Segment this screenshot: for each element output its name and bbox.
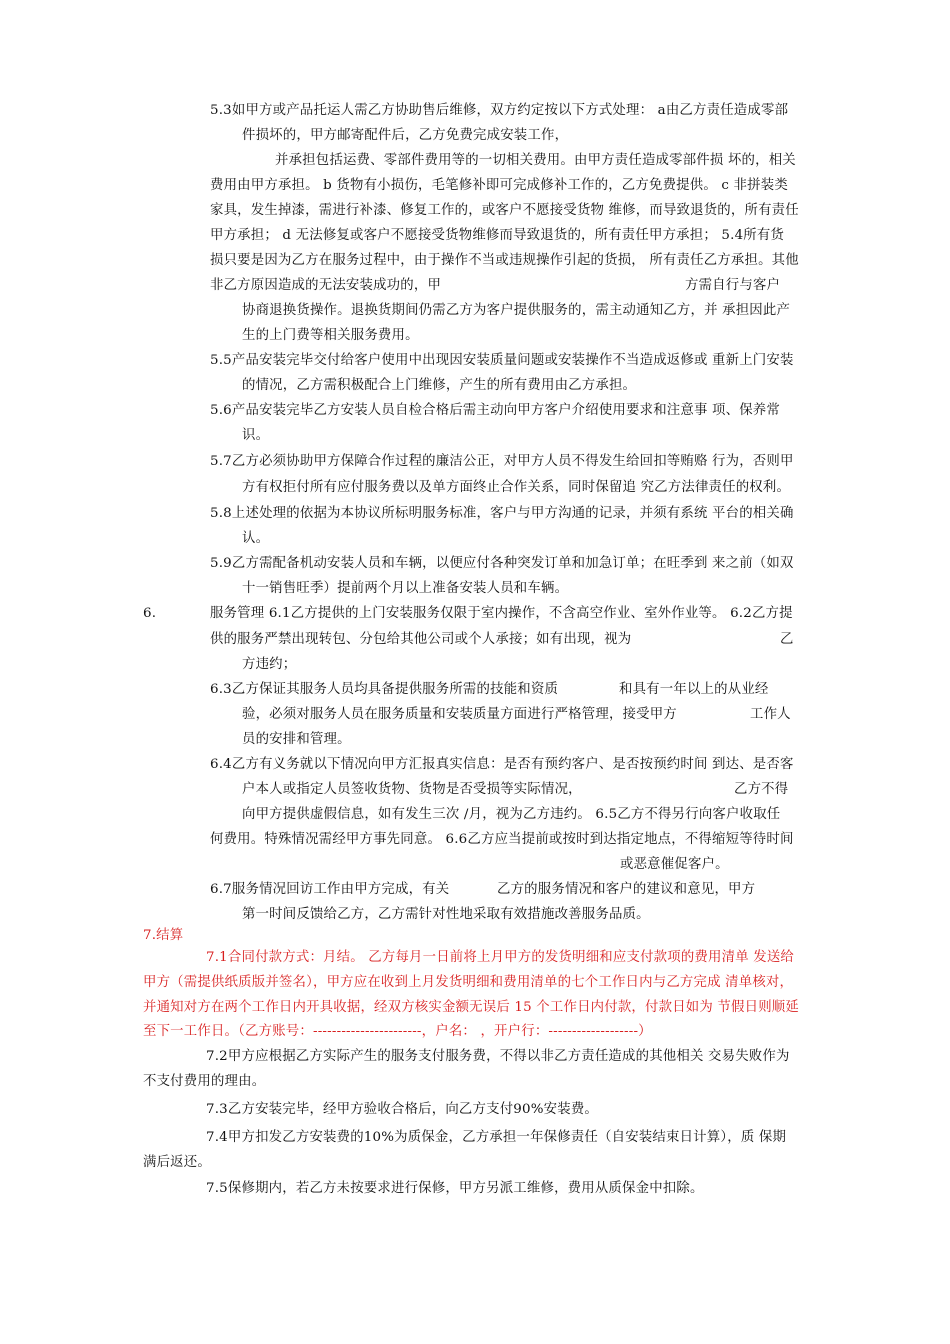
text-line: 和具有一年以上的从业经 bbox=[619, 682, 769, 697]
text-line: 家具，发生掉漆，需进行补漆、修复工作的，或客户不愿接受货物 维修，而导致退货的，所有责任 bbox=[210, 203, 799, 218]
text-line: 生的上门费等相关服务费用。 bbox=[242, 328, 419, 343]
text-line: 不支付费用的理由。 bbox=[143, 1074, 266, 1089]
text-line: 费用由甲方承担。 b 货物有小损伤，毛笔修补即可完成修补工作的，乙方免费提供。 c 非拼装类 bbox=[210, 178, 788, 193]
text-line: 员的安排和管理。 bbox=[242, 732, 351, 747]
text-line: 6.3乙方保证其服务人员均具备提供服务所需的技能和资质 bbox=[210, 682, 559, 697]
text-line: 乙方不得 bbox=[734, 782, 789, 797]
text-line: 并承担包括运费、零部件费用等的一切相关费用。由甲方责任造成零部件损 坏的，相关 bbox=[275, 153, 796, 168]
text-line: 验，必须对服务人员在服务质量和安装质量方面进行严格管理，接受甲方 bbox=[242, 707, 677, 722]
text-line: 件损坏的，甲方邮寄配件后，乙方免费完成安装工作， bbox=[242, 128, 569, 143]
text-line: 方违约； bbox=[242, 657, 297, 672]
text-line: 服务管理 6.1乙方提供的上门安装服务仅限于室内操作，不含高空作业、室外作业等。 6.2乙方提 bbox=[210, 606, 793, 621]
text-line: 满后返还。 bbox=[143, 1155, 211, 1170]
text-line: 7.5保修期内，若乙方未按要求进行保修，甲方另派工维修，费用从质保金中扣除。 bbox=[206, 1181, 704, 1196]
text-line: 乙 bbox=[780, 632, 794, 647]
text-line: 工作人 bbox=[750, 707, 791, 722]
text-line: 的情况，乙方需积极配合上门维修，产生的所有费用由乙方承担。 bbox=[242, 378, 637, 393]
text-line: 协商退换货操作。退换货期间仍需乙方为客户提供服务的，需主动通知乙方，并 承担因此产 bbox=[242, 303, 791, 318]
text-line: 户本人或指定人员签收货物、货物是否受损等实际情况， bbox=[242, 782, 582, 797]
section-heading: 7.结算 bbox=[143, 928, 184, 943]
text-line: 5.5产品安装完毕交付给客户使用中出现因安装质量问题或安装操作不当造成返修或 重新上门安装 bbox=[210, 353, 794, 368]
text-line: 第一时间反馈给乙方，乙方需针对性地采取有效措施改善服务品质。 bbox=[242, 907, 650, 922]
text-line: 认。 bbox=[242, 531, 270, 546]
text-line: 或恶意催促客户。 bbox=[620, 857, 729, 872]
text-line: 6.4乙方有义务就以下情况向甲方汇报真实信息：是否有预约客户、是否按预约时间 到达、是否客 bbox=[210, 757, 794, 772]
text-line: 7.1合同付款方式：月结。 乙方每月一日前将上月甲方的发货明细和应支付款项的费用清单 发送给 bbox=[206, 950, 795, 965]
text-line: 5.7乙方必须协助甲方保障合作过程的廉洁公正，对甲方人员不得发生给回扣等贿赂 行为，否则甲 bbox=[210, 454, 794, 469]
text-line: 7.3乙方安装完毕，经甲方验收合格后，向乙方支付90%安装费。 bbox=[206, 1102, 599, 1117]
text-line: 5.6产品安装完毕乙方安装人员自检合格后需主动向甲方客户介绍使用要求和注意事 项、保养常 bbox=[210, 403, 780, 418]
text-line: 方有权拒付所有应付服务费以及单方面终止合作关系，同时保留追 究乙方法律责任的权利。 bbox=[242, 480, 791, 495]
text-line: 5.9乙方需配备机动安装人员和车辆，以便应付各种突发订单和加急订单；在旺季到 来之前（如双 bbox=[210, 556, 794, 571]
text-line: 方需自行与客户 bbox=[685, 278, 781, 293]
text-line: 6.7服务情况回访工作由甲方完成，有关 bbox=[210, 882, 450, 897]
text-line: 何费用。特殊情况需经甲方事先同意。 6.6乙方应当提前或按时到达指定地点，不得缩短等待时间 bbox=[210, 832, 794, 847]
text-line: 损只要是因为乙方在服务过程中，由于操作不当或违规操作引起的货损， 所有责任乙方承担。其他 bbox=[210, 253, 799, 268]
text-line: 乙方的服务情况和客户的建议和意见，甲方 bbox=[497, 882, 756, 897]
text-line: 7.4甲方扣发乙方安装费的10%为质保金，乙方承担一年保修责任（自安装结束日计算），质 保期 bbox=[206, 1130, 787, 1145]
text-line: 并通知对方在两个工作日内开具收据，经双方核实金额无误后 15 个工作日内付款，付款日如为 节假日则顺延 bbox=[143, 1000, 799, 1015]
text-line: 识。 bbox=[242, 428, 270, 443]
text-line: 甲方承担； d 无法修复或客户不愿接受货物维修而导致退货的，所有责任甲方承担； 5.4所有货 bbox=[210, 228, 785, 243]
text-line: 向甲方提供虚假信息，如有发生三次 /月，视为乙方违约。 6.5乙方不得另行向客户收取任 bbox=[242, 807, 781, 822]
text-line: 供的服务严禁出现转包、分包给其他公司或个人承接；如有出现，视为 bbox=[210, 632, 632, 647]
text-line: 十一销售旺季）提前两个月以上准备安装人员和车辆。 bbox=[242, 581, 569, 596]
text-line: 7.2甲方应根据乙方实际产生的服务支付服务费，不得以非乙方责任造成的其他相关 交易失败作为 bbox=[206, 1049, 790, 1064]
section-number: 6. bbox=[143, 606, 157, 621]
text-line: 至下一工作日。（乙方账号：-----------------------，户名： ，开户行：-------------------） bbox=[143, 1024, 652, 1039]
text-line: 5.8上述处理的依据为本协议所标明服务标准，客户与甲方沟通的记录，并须有系统 平台的相关确 bbox=[210, 506, 794, 521]
text-line: 甲方（需提供纸质版并签名），甲方应在收到上月发货明细和费用清单的七个工作日内与乙方完成 清单核对， bbox=[143, 975, 794, 990]
text-line: 5.3如甲方或产品托运人需乙方协助售后维修，双方约定按以下方式处理： a由乙方责任造成零部 bbox=[210, 103, 789, 118]
text-line: 非乙方原因造成的无法安装成功的，甲 bbox=[210, 278, 442, 293]
